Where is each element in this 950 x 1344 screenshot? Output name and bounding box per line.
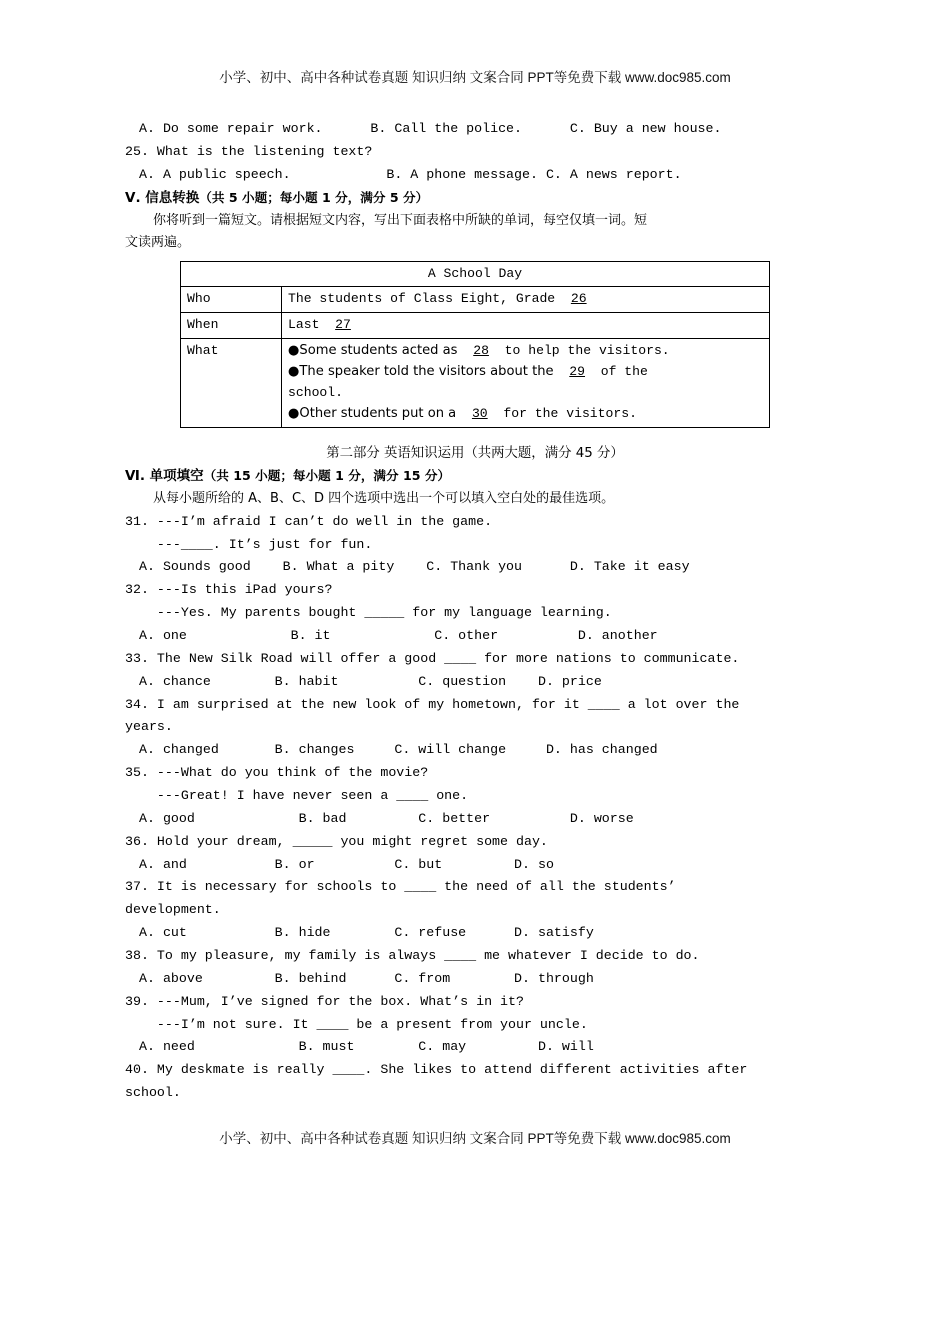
section-v-meta: （共 5 小题；每小题 1 分，满分 5 分） [199, 189, 429, 205]
question-31-options: A. Sounds good B. What a pity C. Thank you D. Take it easy [139, 559, 690, 575]
question-39-options: A. need B. must C. may D. will [139, 1039, 594, 1055]
section-v-title: 信息转换 [145, 189, 200, 206]
question-block [125, 876, 825, 945]
question-block [125, 648, 825, 694]
row-content-what [282, 339, 770, 428]
what-blank-28: 28 [473, 343, 489, 359]
part-two-title: 第二部分 英语知识运用（共两大题，满分 45 分） [326, 446, 624, 462]
what-item-post: to help the visitors. [504, 343, 670, 359]
question-36-options: A. and B. or C. but D. so [139, 856, 554, 872]
document-body [125, 86, 825, 1105]
question-38-options: A. above B. behind C. from D. through [139, 970, 594, 986]
question-36-line-1: 36. Hold your dream, _____ you might regret some day. [125, 833, 548, 849]
section-v-heading [125, 187, 825, 210]
watermark-bottom: 小学、初中、高中各种试卷真题 知识归纳 文案合同 PPT等免费下载 www.doc985.com [219, 1131, 731, 1147]
table-row-title [181, 261, 770, 287]
question-35-line-2: ---Great! I have never seen a ____ one. [125, 788, 469, 804]
question-block [125, 1059, 825, 1105]
what-item-pre: ●Other students put on a [288, 406, 457, 422]
question-34-line-1: 34. I am surprised at the new look of my hometown, for it ____ a lot over the [125, 696, 740, 712]
row-label-when: When [181, 313, 282, 339]
section-vi-number: Ⅵ. [125, 468, 145, 485]
question-35-line-1: 35. ---What do you think of the movie? [125, 765, 429, 781]
question-block [125, 579, 825, 648]
section-vi-heading [125, 465, 825, 488]
question-37-line-1: 37. It is necessary for schools to ____ the need of all the students’ [125, 879, 676, 895]
question-block [125, 694, 825, 763]
question-34-line-2: years. [125, 719, 173, 735]
question-35-options: A. good B. bad C. better D. worse [139, 810, 634, 826]
question-block [125, 945, 825, 991]
options-line-25: A. A public speech. B. A phone message. C. A news report. [139, 166, 682, 182]
section-v-instruction-2: 文读两遍。 [125, 235, 191, 251]
question-40-line-1: 40. My deskmate is really ____. She likes to attend different activities after [125, 1062, 748, 1078]
what-blank-30: 30 [471, 406, 488, 422]
question-37-options: A. cut B. hide C. refuse D. satisfy [139, 925, 594, 941]
row-content-when [282, 313, 770, 339]
table-row [181, 339, 770, 428]
what-item-pre: ●Some students acted as [288, 343, 458, 359]
question-32-options: A. one B. it C. other D. another [139, 628, 658, 643]
section-vi-meta: （共 15 小题；每小题 1 分，满分 15 分） [203, 468, 451, 484]
question-31-line-1: 31. ---I’m afraid I can’t do well in the game. [125, 513, 493, 529]
what-item [288, 341, 763, 362]
question-40-line-2: school. [125, 1085, 181, 1101]
question-38-line-1: 38. To my pleasure, my family is always ____ me whatever I decide to do. [125, 948, 700, 964]
when-text: Last [288, 317, 320, 333]
section-vi-instruction: 从每小题所给的 A、B、C、D 四个选项中选出一个可以填入空白处的最佳选项。 [153, 491, 615, 507]
question-33-options: A. chance B. habit C. question D. price [139, 673, 602, 689]
question-33-line-1: 33. The New Silk Road will offer a good ____ for more nations to communicate. [125, 650, 740, 666]
what-item-post: of the [600, 364, 648, 380]
question-37-line-2: development. [125, 902, 221, 918]
what-item-post: for the visitors. [503, 406, 637, 422]
row-content-who [282, 287, 770, 313]
table-row [181, 287, 770, 313]
watermark-top: 小学、初中、高中各种试卷真题 知识归纳 文案合同 PPT等免费下载 www.doc985.com [219, 70, 731, 85]
what-item-continuation: school. [288, 385, 344, 401]
question-32-line-1: 32. ---Is this iPad yours? [125, 582, 333, 598]
question-block [125, 831, 825, 877]
school-day-table [180, 261, 770, 429]
what-blank-29: 29 [569, 364, 586, 380]
options-line-24: A. Do some repair work. B. Call the police. C. Buy a new house. [139, 121, 722, 136]
table-row [181, 313, 770, 339]
who-blank-number: 26 [570, 291, 587, 307]
question-39-line-1: 39. ---Mum, I’ve signed for the box. What’s in it? [125, 993, 524, 1009]
section-v-instruction-1: 你将听到一篇短文。请根据短文内容，写出下面表格中所缺的单词，每空仅填一词。短 [153, 212, 648, 228]
section-vi-title: 单项填空 [149, 468, 204, 485]
question-block [125, 511, 825, 580]
what-item [288, 362, 763, 383]
who-text: The students of Class Eight, Grade [288, 291, 556, 307]
row-label-what: What [181, 339, 282, 428]
question-block [125, 991, 825, 1060]
what-item [288, 404, 763, 425]
question-25: 25. What is the listening text? [125, 143, 373, 159]
row-label-who: Who [181, 287, 282, 313]
when-blank-number: 27 [335, 317, 351, 333]
what-item-pre: ●The speaker told the visitors about the [288, 364, 554, 380]
section-v-number: Ⅴ. [125, 189, 141, 206]
question-39-line-2: ---I’m not sure. It ____ be a present from your uncle. [125, 1016, 588, 1032]
question-block [125, 762, 825, 831]
question-34-options: A. changed B. changes C. will change D. has changed [139, 742, 658, 758]
question-31-line-2: ---____. It’s just for fun. [125, 536, 373, 552]
table-title: A School Day [181, 261, 770, 287]
question-32-line-2: ---Yes. My parents bought _____ for my language learning. [125, 605, 612, 621]
